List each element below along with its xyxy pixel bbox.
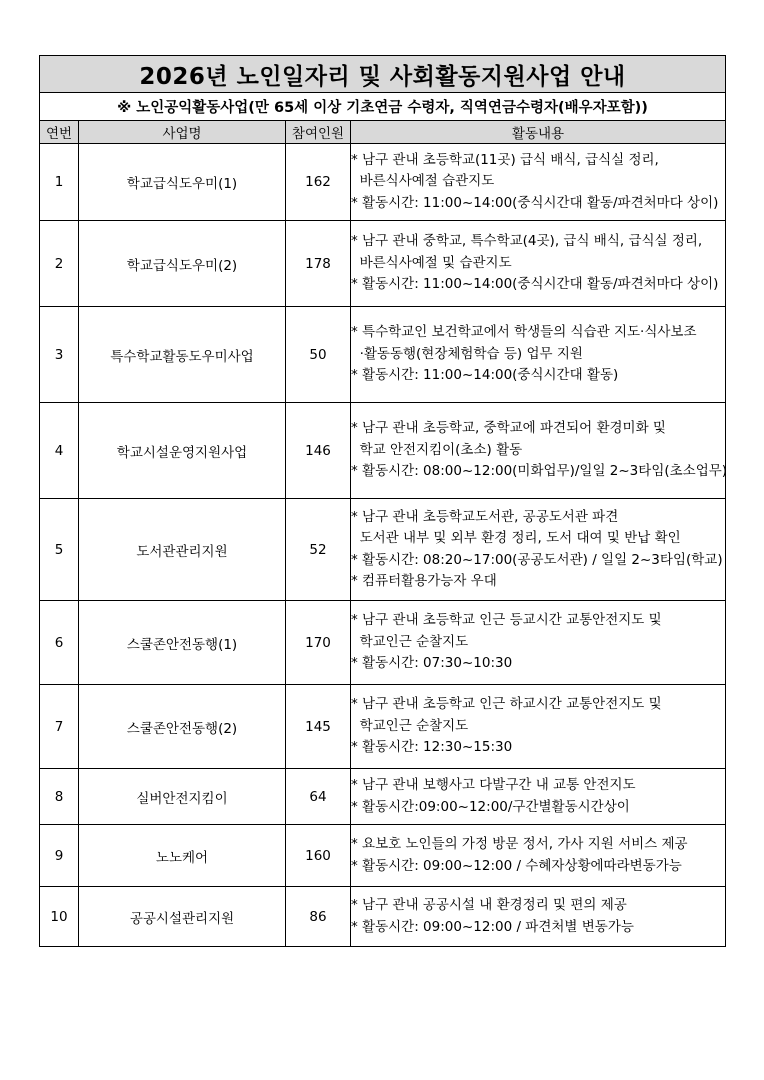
participant-count: 52 xyxy=(286,499,351,601)
table-row xyxy=(40,403,726,499)
table-row xyxy=(40,601,726,685)
program-table xyxy=(39,55,726,947)
activity-line: * 컴퓨터활용가능자 우대 xyxy=(351,573,497,589)
participant-count: 64 xyxy=(286,769,351,825)
activity-description xyxy=(351,307,726,403)
program-name: 도서관관리지원 xyxy=(79,499,286,601)
row-number: 3 xyxy=(40,307,79,403)
activity-line: * 남구 관내 보행사고 다발구간 내 교통 안전지도 xyxy=(351,777,636,793)
activity-description xyxy=(351,221,726,307)
activity-line: * 활동시간: 11:00~14:00(중식시간대 활동/파견처마다 상이) xyxy=(351,194,719,211)
page-subtitle: ※ 노인공익활동사업(만 65세 이상 기초연금 수령자, 직역연금수령자(배우자포함)) xyxy=(40,93,726,121)
table-row xyxy=(40,144,726,221)
header-number: 연번 xyxy=(40,121,79,144)
activity-line: * 활동시간: 08:00~12:00(미화업무)/일일 2~3타임(초소업무) xyxy=(351,463,728,480)
table-row xyxy=(40,499,726,601)
activity-line: 학교인근 순찰지도 xyxy=(351,633,469,650)
activity-line: 학교 안전지킴이(초소) 활동 xyxy=(351,441,523,458)
activity-line: * 남구 관내 공공시설 내 환경정리 및 편의 제공 xyxy=(351,897,627,913)
activity-description xyxy=(351,769,726,825)
header-participants: 참여인원 xyxy=(286,121,351,144)
program-name: 학교급식도우미(2) xyxy=(79,221,286,307)
header-activity: 활동내용 xyxy=(351,121,726,144)
table-row xyxy=(40,887,726,947)
participant-count: 178 xyxy=(286,221,351,307)
table-row xyxy=(40,307,726,403)
activity-description xyxy=(351,601,726,685)
header-program-name: 사업명 xyxy=(79,121,286,144)
activity-description xyxy=(351,499,726,601)
program-name: 스쿨존안전동행(1) xyxy=(79,601,286,685)
activity-line: * 남구 관내 초등학교 인근 하교시간 교통안전지도 및 xyxy=(351,696,662,713)
program-name: 스쿨존안전동행(2) xyxy=(79,685,286,769)
table-row xyxy=(40,825,726,887)
row-number: 7 xyxy=(40,685,79,769)
activity-description xyxy=(351,887,726,947)
participant-count: 86 xyxy=(286,887,351,947)
activity-line: * 활동시간:09:00~12:00/구간별활동시간상이 xyxy=(351,798,630,815)
participant-count: 160 xyxy=(286,825,351,887)
activity-line: * 남구 관내 중학교, 특수학교(4곳), 급식 배식, 급식실 정리, xyxy=(351,233,703,250)
row-number: 6 xyxy=(40,601,79,685)
activity-line: * 남구 관내 초등학교 인근 등교시간 교통안전지도 및 xyxy=(351,612,662,629)
participant-count: 145 xyxy=(286,685,351,769)
row-number: 8 xyxy=(40,769,79,825)
program-name: 노노케어 xyxy=(79,825,286,887)
table-row xyxy=(40,769,726,825)
activity-line: * 남구 관내 초등학교(11곳) 급식 배식, 급식실 정리, xyxy=(351,151,659,168)
activity-description xyxy=(351,144,726,221)
table-row xyxy=(40,221,726,307)
activity-line: * 활동시간: 07:30~10:30 xyxy=(351,655,513,672)
activity-line: ·활동동행(현장체험학습 등) 업무 지원 xyxy=(351,345,583,362)
activity-line: * 활동시간: 11:00~14:00(중식시간대 활동) xyxy=(351,367,619,384)
program-name: 학교급식도우미(1) xyxy=(79,144,286,221)
activity-line: * 활동시간: 11:00~14:00(중식시간대 활동/파견처마다 상이) xyxy=(351,276,719,293)
table-row xyxy=(40,685,726,769)
participant-count: 170 xyxy=(286,601,351,685)
activity-description xyxy=(351,403,726,499)
program-name: 공공시설관리지원 xyxy=(79,887,286,947)
activity-description xyxy=(351,685,726,769)
activity-description xyxy=(351,825,726,887)
program-name: 특수학교활동도우미사업 xyxy=(79,307,286,403)
activity-line: * 요보호 노인들의 가정 방문 정서, 가사 지원 서비스 제공 xyxy=(351,836,688,852)
activity-line: 도서관 내부 및 외부 환경 정리, 도서 대여 및 반납 확인 xyxy=(351,530,681,546)
activity-line: * 남구 관내 초등학교, 중학교에 파견되어 환경미화 및 xyxy=(351,420,666,437)
activity-line: 학교인근 순찰지도 xyxy=(351,717,469,734)
activity-line: * 활동시간: 09:00~12:00 / 수혜자상황에따라변동가능 xyxy=(351,857,682,874)
activity-line: * 활동시간: 09:00~12:00 / 파견처별 변동가능 xyxy=(351,918,634,935)
row-number: 5 xyxy=(40,499,79,601)
participant-count: 146 xyxy=(286,403,351,499)
row-number: 1 xyxy=(40,144,79,221)
participant-count: 50 xyxy=(286,307,351,403)
activity-line: * 남구 관내 초등학교도서관, 공공도서관 파견 xyxy=(351,508,619,525)
row-number: 4 xyxy=(40,403,79,499)
row-number: 10 xyxy=(40,887,79,947)
activity-line: * 활동시간: 12:30~15:30 xyxy=(351,739,513,756)
program-name: 학교시설운영지원사업 xyxy=(79,403,286,499)
activity-line: 바른식사예절 및 습관지도 xyxy=(351,254,512,271)
activity-line: * 활동시간: 08:20~17:00(공공도서관) / 일일 2~3타임(학교) xyxy=(351,551,723,568)
row-number: 9 xyxy=(40,825,79,887)
table-header-row xyxy=(40,121,726,144)
page-title: 2026년 노인일자리 및 사회활동지원사업 안내 xyxy=(40,56,726,93)
participant-count: 162 xyxy=(286,144,351,221)
program-name: 실버안전지킴이 xyxy=(79,769,286,825)
row-number: 2 xyxy=(40,221,79,307)
activity-line: * 특수학교인 보건학교에서 학생들의 식습관 지도·식사보조 xyxy=(351,324,697,341)
activity-line: 바른식사예절 습관지도 xyxy=(351,173,495,190)
